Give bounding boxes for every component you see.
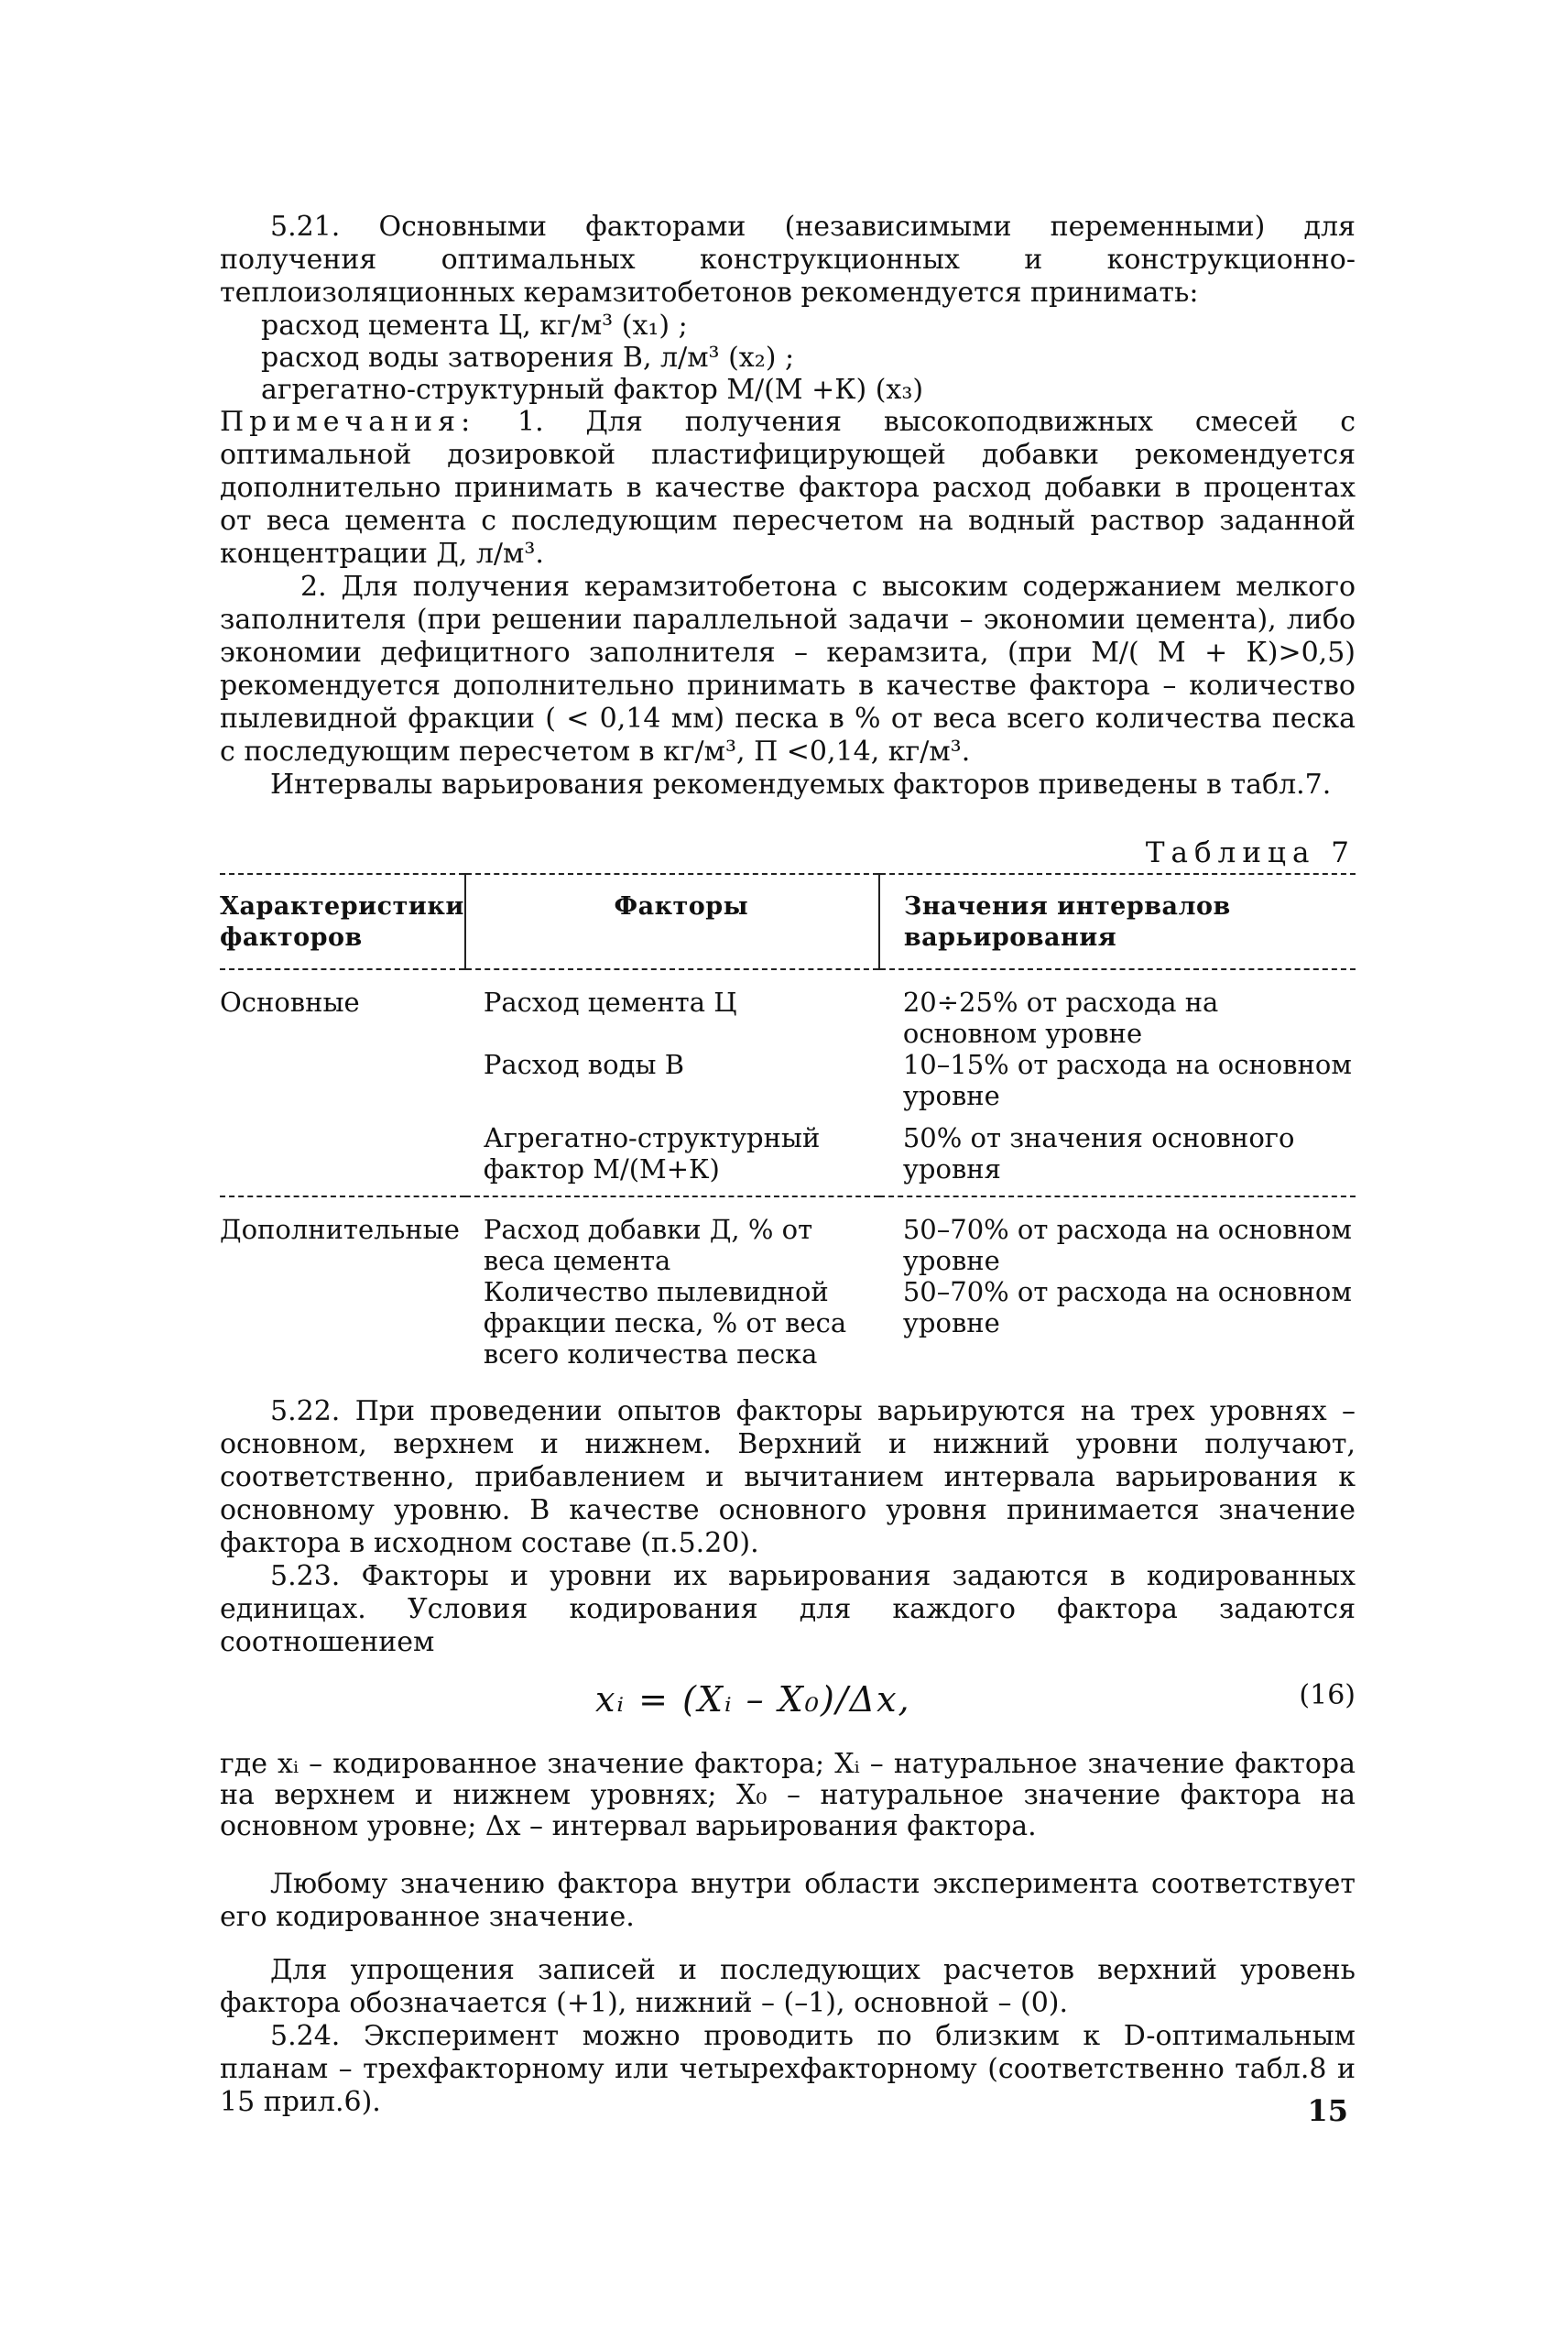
factor-item-aggregate: агрегатно-структурный фактор М/(М +К) (x₃): [261, 374, 924, 406]
paragraph-5-23: 5.23. Факторы и уровни их варьирования задаются в кодированных единицах. Условия кодирования для каждого фактора задаются соотношением: [220, 1560, 1356, 1658]
note-1-text: 1. Для получения высокоподвижных смесей с оптимальной дозировкой пластифицирующей добавки рекомендуется дополнительно принимать в качестве фактора расход добавки в процентах от веса цемента с последующим пересчетом на водный раствор заданной концентрации Д, л/м³.: [220, 406, 1356, 570]
table-header-row: [220, 874, 1356, 969]
formula-expression: xᵢ = (Xᵢ – X₀)/Δx,: [595, 1679, 911, 1720]
header-intervals: Значения интервалов варьирования: [879, 874, 1356, 969]
group-additional-label: Дополнительные: [220, 1214, 460, 1245]
document-page: [220, 211, 1356, 2119]
paragraph-levels: Для упрощения записей и последующих расчетов верхний уровень фактора обозначается (+1), нижний – (–1), основной – (0).: [220, 1954, 1356, 2019]
note-2: 2. Для получения керамзитобетона с высоким содержанием мелкого заполнителя (при решении параллельной задачи – экономии цемента), либо экономии дефицитного заполнителя – керамзита, (при М/( М + К)>0,5) рекомендуется дополнительно принимать в качестве фактора – количество пылевидной фракции ( < 0,14 мм) песка в % от веса всего количества песка с последующим пересчетом в кг/м³, П <0,14, кг/м³.: [220, 571, 1356, 768]
paragraph-5-22: 5.22. При проведении опытов факторы варьируются на трех уровнях – основном, верхнем и нижнем. Верхний и нижний уровни получают, соответственно, прибавлением и вычитанием интервала варьирования к основному уровню. В качестве основного уровня принимается значение фактора в исходном составе (п.5.20).: [220, 1395, 1356, 1559]
table-row: [220, 1276, 1356, 1370]
table-row: [220, 969, 1356, 1049]
table-row: [220, 1049, 1356, 1122]
page-number: 15: [1307, 2093, 1348, 2128]
value-cell: 50–70% от расхода на основном уровне: [902, 1276, 1352, 1338]
factor-cell: Агрегатно-структурный фактор М/(М+К): [483, 1122, 821, 1185]
value-cell: 20÷25% от расхода на основном уровне: [902, 987, 1219, 1049]
paragraph-coded-value: Любому значению фактора внутри области эксперимента соответствует его кодированное значение.: [220, 1868, 1356, 1933]
table-row: [220, 1122, 1356, 1196]
formula-number: (16): [1299, 1679, 1356, 1711]
factor-cell: Расход воды В: [483, 1049, 685, 1080]
paragraph-5-24: 5.24. Эксперимент можно проводить по близким к D-оптимальным планам – трехфакторному или четырехфакторному (соответственно табл.8 и 15 прил.6).: [220, 2020, 1356, 2118]
note-label: Примечания:: [220, 406, 476, 438]
note-1: [220, 406, 1356, 571]
intervals-table: [220, 873, 1356, 1370]
factor-list: [261, 310, 1356, 406]
table-caption: Таблица 7: [1145, 836, 1356, 869]
header-characteristics: Характеристики факторов: [220, 892, 464, 952]
paragraph-5-21: 5.21. Основными факторами (независимыми переменными) для получения оптимальных конструкционных и конструкционно-теплоизоляционных керамзитобетонов рекомендуется принимать:: [220, 211, 1356, 309]
value-cell: 50% от значения основного уровня: [902, 1122, 1295, 1185]
formula-legend: где xᵢ – кодированное значение фактора; Xᵢ – натуральное значение фактора на верхнем и нижнем уровнях; X₀ – натуральное значение фактора на основном уровне; Δx – интервал варьирования фактора.: [220, 1748, 1356, 1842]
intervals-sentence: Интервалы варьирования рекомендуемых факторов приведены в табл.7.: [270, 769, 1332, 801]
table-row: [220, 1196, 1356, 1276]
factor-cell: Расход добавки Д, % от веса цемента: [483, 1214, 813, 1276]
group-main-label: Основные: [220, 987, 360, 1018]
factor-cell: Расход цемента Ц: [483, 987, 737, 1018]
factor-item-cement: расход цемента Ц, кг/м³ (x₁) ;: [261, 310, 688, 342]
value-cell: 50–70% от расхода на основном уровне: [902, 1214, 1352, 1276]
value-cell: 10–15% от расхода на основном уровне: [902, 1049, 1352, 1111]
factor-item-water: расход воды затворения В, л/м³ (x₂) ;: [261, 342, 795, 374]
header-factors: Факторы: [465, 874, 879, 969]
formula-16: [220, 1666, 1356, 1743]
factor-cell: Количество пылевидной фракции песка, % от веса всего количества песка: [483, 1276, 847, 1370]
